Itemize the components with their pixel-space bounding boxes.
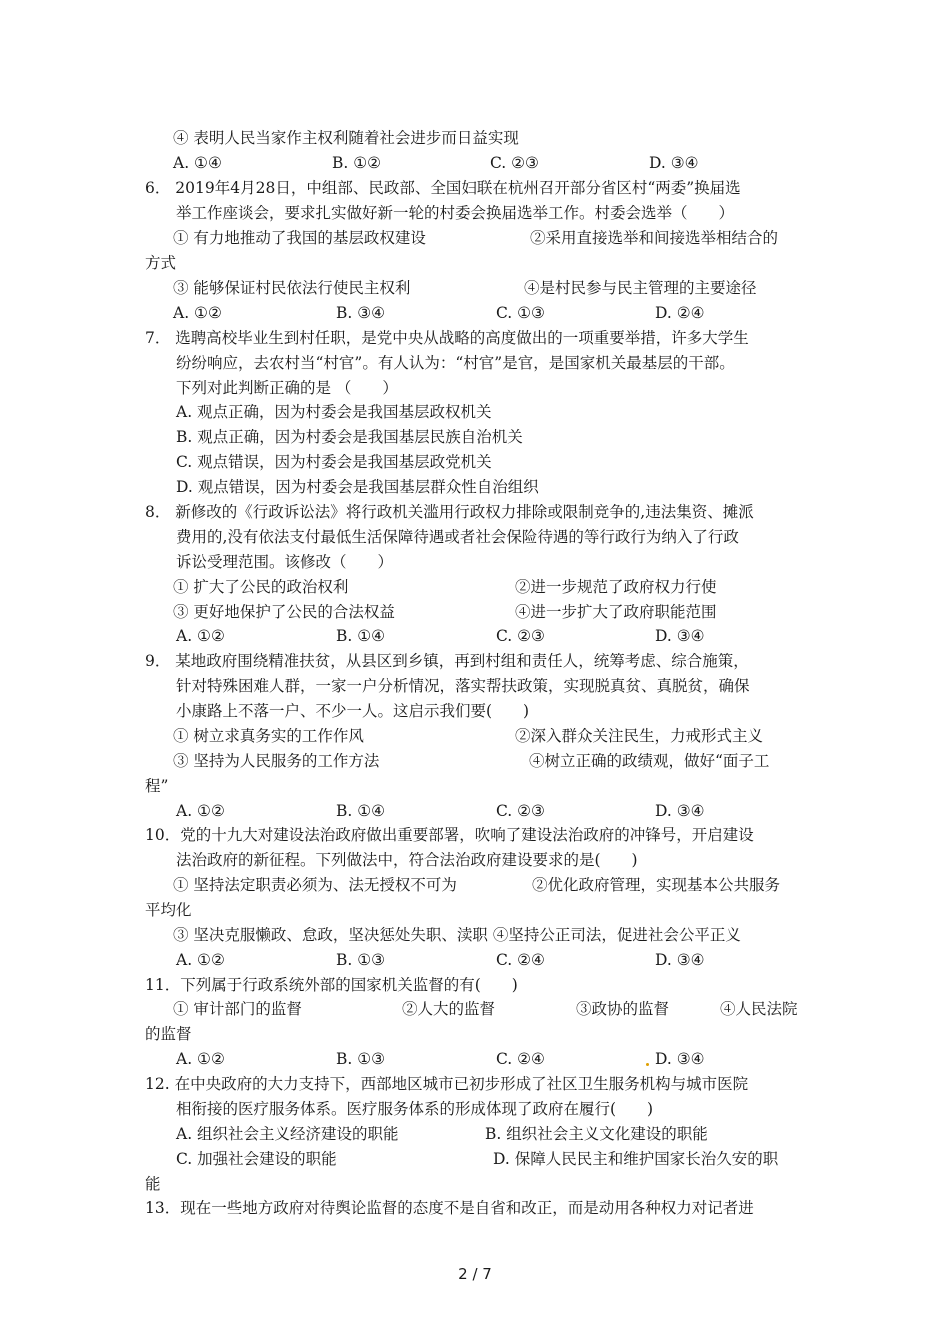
q11-statement-4: ④人民法院: [720, 1000, 798, 1018]
q7-option-d: D. 观点错误，因为村委会是我国基层群众性自治组织: [176, 478, 539, 496]
q9-option-b: B. ①④: [336, 802, 386, 820]
q10-stem-line-1: 10．党的十九大对建设法治政府做出重要部署，吹响了建设法治政府的冲锋号，开启建设: [145, 826, 754, 844]
q8-option-c: C. ②③: [496, 627, 545, 645]
q11-statement-1: ① 审计部门的监督: [173, 1000, 302, 1018]
q11-option-a: A. ①②: [176, 1050, 225, 1068]
page-number: 2 / 7: [458, 1265, 492, 1283]
q12-stem-line-2: 相衔接的医疗服务体系。医疗服务体系的形成体现了政府在履行( ): [176, 1100, 654, 1118]
q8-statement-3: ③ 更好地保护了公民的合法权益: [173, 603, 395, 621]
q13-stem-line-1: 13．现在一些地方政府对待舆论监督的态度不是自省和改正，而是动用各种权力对记者进: [145, 1199, 754, 1217]
q9-statement-2: ②深入群众关注民生，力戒形式主义: [515, 727, 764, 745]
q7-stem-line-2: 纷纷响应，去农村当“村官”。有人认为：“村官”是官，是国家机关最基层的干部。: [176, 354, 735, 372]
q6-statement-2: ②采用直接选举和间接选举相结合的: [530, 229, 779, 247]
q9-statement-4: ④树立正确的政绩观，做好“面子工: [529, 752, 770, 770]
q5-option-a: A. ①④: [173, 154, 222, 172]
q11-option-c: C. ②④: [496, 1050, 545, 1068]
q11-statement-3: ③政协的监督: [576, 1000, 670, 1018]
q7-stem-line-3: 下列对此判断正确的是 （ ）: [176, 379, 398, 397]
q8-statement-2: ②进一步规范了政府权力行使: [515, 578, 717, 596]
q10-option-c: C. ②④: [496, 951, 545, 969]
q7-stem-line-1: 7． 选聘高校毕业生到村任职，是党中央从战略的高度做出的一项重要举措，许多大学生: [145, 329, 749, 347]
q12-stem-line-1: 12. 在中央政府的大力支持下，西部地区城市已初步形成了社区卫生服务机构与城市医院: [145, 1075, 749, 1093]
q12-option-a: A. 组织社会主义经济建设的职能: [176, 1125, 399, 1143]
q8-statement-1: ① 扩大了公民的政治权利: [173, 578, 349, 596]
q10-option-d: D. ③④: [655, 951, 705, 969]
q9-statement-3: ③ 坚持为人民服务的工作方法: [173, 752, 380, 770]
q6-statement-4: ④是村民参与民主管理的主要途径: [524, 279, 757, 297]
q7-option-b: B. 观点正确，因为村委会是我国基层民族自治机关: [176, 428, 523, 446]
q9-option-a: A. ①②: [176, 802, 225, 820]
q8-option-b: B. ①④: [336, 627, 386, 645]
q11-option-d: D. ③④: [655, 1050, 705, 1068]
q5-option-b: B. ①②: [332, 154, 382, 172]
q5-option-c: C. ②③: [490, 154, 539, 172]
q8-stem-line-2: 费用的,没有依法支付最低生活保障待遇或者社会保险待遇的等行政行为纳入了行政: [176, 528, 739, 546]
q11-stem-line-1: 11．下列属于行政系统外部的国家机关监督的有( ): [145, 976, 518, 994]
q7-option-a: A. 观点正确，因为村委会是我国基层政权机关: [176, 403, 492, 421]
q6-statement-1: ① 有力地推动了我国的基层政权建设: [173, 229, 426, 247]
q10-statement-3-4: ③ 坚决克服懒政、怠政，坚决惩处失职、渎职 ④坚持公正司法，促进社会公平正义: [173, 926, 741, 944]
q5-statement-4: ④ 表明人民当家作主权利随着社会进步而日益实现: [173, 129, 519, 147]
q10-statement-1: ① 坚持法定职责必须为、法无授权不可为: [173, 876, 457, 894]
q10-stem-line-2: 法治政府的新征程。下列做法中，符合法治政府建设要求的是( ): [176, 851, 638, 869]
q9-statement-1: ① 树立求真务实的工作作风: [173, 727, 364, 745]
q12-option-b: B. 组织社会主义文化建设的职能: [485, 1125, 708, 1143]
q8-option-d: D. ③④: [655, 627, 705, 645]
q8-statement-4: ④进一步扩大了政府职能范围: [515, 603, 717, 621]
q12-option-d-cont: 能: [145, 1175, 161, 1193]
q6-statement-3: ③ 能够保证村民依法行使民主权利: [173, 279, 411, 297]
q10-statement-2: ②优化政府管理，实现基本公共服务: [532, 876, 781, 894]
q9-stem-line-1: 9． 某地政府围绕精准扶贫，从县区到乡镇，再到村组和责任人，统筹考虑、综合施策，: [145, 652, 749, 670]
q6-option-b: B. ③④: [336, 304, 386, 322]
q10-option-b: B. ①③: [336, 951, 386, 969]
q12-option-c: C. 加强社会建设的职能: [176, 1150, 337, 1168]
q6-stem-line-1: 6． 2019年4月28日，中组部、民政部、全国妇联在杭州召开部分省区村“两委”换届选: [145, 179, 741, 197]
q6-stem-line-2: 举工作座谈会，要求扎实做好新一轮的村委会换届选举工作。村委会选举（ ）: [176, 204, 735, 222]
q10-statement-2-cont: 平均化: [145, 901, 192, 919]
q11-statement-2: ②人大的监督: [402, 1000, 496, 1018]
q9-statement-4-cont: 程”: [145, 777, 169, 795]
q11-statement-4-cont: 的监督: [145, 1025, 192, 1043]
q6-option-a: A. ①②: [173, 304, 222, 322]
q9-stem-line-3: 小康路上不落一户、不少一人。这启示我们要( ): [176, 702, 530, 720]
q10-option-a: A. ①②: [176, 951, 225, 969]
q12-option-d: D. 保障人民民主和维护国家长治久安的职: [493, 1150, 779, 1168]
q8-stem-line-3: 诉讼受理范围。该修改（ ）: [176, 553, 394, 571]
q11-option-b: B. ①③: [336, 1050, 386, 1068]
q6-option-c: C. ①③: [496, 304, 545, 322]
q6-statement-2-cont: 方式: [145, 254, 177, 272]
q7-option-c: C. 观点错误，因为村委会是我国基层政党机关: [176, 453, 492, 471]
stray-dot: [646, 1063, 649, 1066]
q9-option-c: C. ②③: [496, 802, 545, 820]
q9-option-d: D. ③④: [655, 802, 705, 820]
q6-option-d: D. ②④: [655, 304, 705, 322]
q8-option-a: A. ①②: [176, 627, 225, 645]
q9-stem-line-2: 针对特殊困难人群，一家一户分析情况，落实帮扶政策，实现脱真贫、真脱贫，确保: [176, 677, 750, 695]
q5-option-d: D. ③④: [649, 154, 699, 172]
q8-stem-line-1: 8． 新修改的《行政诉讼法》将行政机关滥用行政权力排除或限制竞争的,违法集资、摊派: [145, 503, 754, 521]
